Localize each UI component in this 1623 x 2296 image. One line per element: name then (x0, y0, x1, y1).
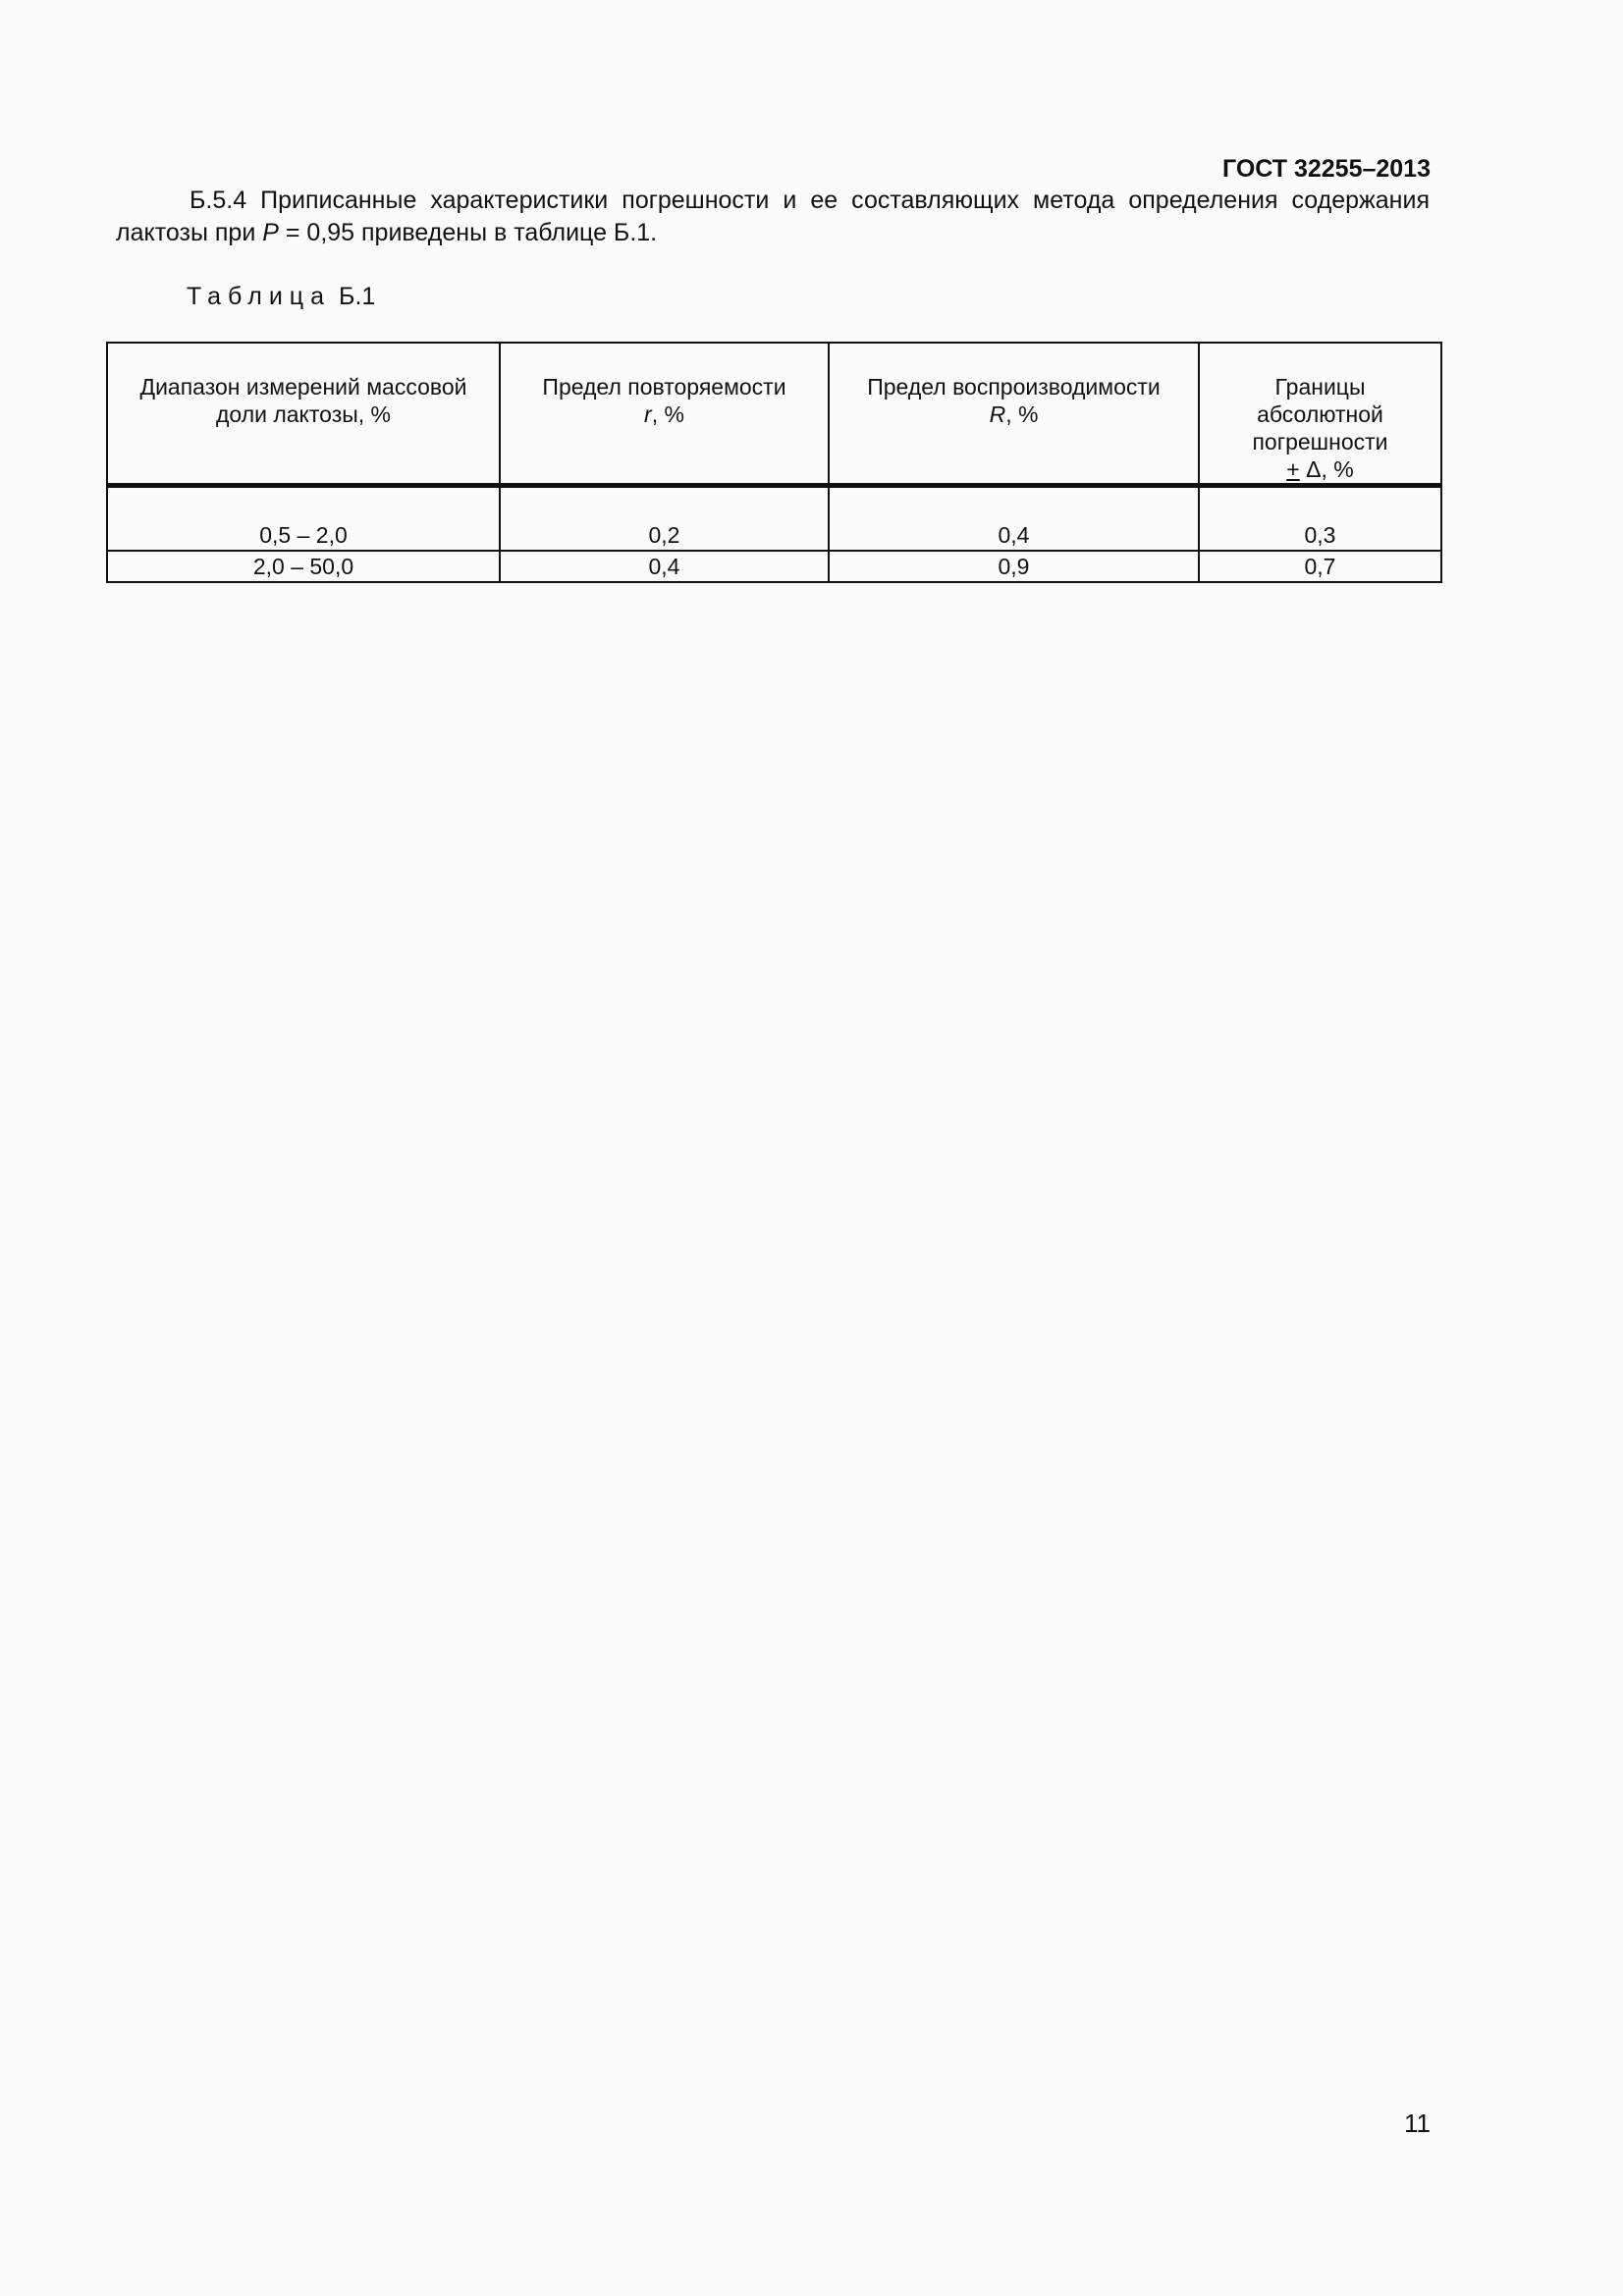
column-header-error-bounds (1199, 343, 1441, 486)
table-row (107, 551, 1441, 582)
table-cell-reproducibility: 0,4 (829, 486, 1199, 552)
paragraph-text-end: = 0,95 приведены в таблице Б.1. (278, 219, 658, 246)
paragraph-b-5-4 (116, 185, 1430, 249)
error-bounds-unit: , % (1321, 456, 1354, 482)
table-caption-number: Б.1 (339, 283, 376, 310)
column-header-range (107, 343, 500, 486)
table-cell-repeatability: 0,4 (500, 551, 829, 582)
table-cell-range: 2,0 – 50,0 (107, 551, 500, 582)
page-number: 11 (1404, 2109, 1431, 2138)
plus-minus-sign: + (1286, 456, 1300, 482)
probability-symbol: P (262, 219, 279, 246)
repeatability-symbol: r (644, 401, 652, 427)
table-cell-range: 0,5 – 2,0 (107, 486, 500, 552)
table-caption-label: Таблица (187, 283, 332, 310)
table-cell-error-bounds: 0,7 (1199, 551, 1441, 582)
repeatability-unit: , % (651, 401, 684, 427)
table-cell-error-bounds: 0,3 (1199, 486, 1441, 552)
column-header-repeatability-title: Предел повторяемости (542, 374, 786, 400)
column-header-reproducibility (829, 343, 1199, 486)
table-caption (187, 283, 375, 311)
column-header-reproducibility-title: Предел воспроизводимости (867, 374, 1161, 400)
delta-symbol: Δ (1299, 456, 1322, 482)
table-cell-repeatability: 0,2 (500, 486, 829, 552)
paragraph-text-start: Б.5.4 Приписанные характеристики погрешности и ее составляющих метода определения содержания лактозы при (116, 187, 1430, 246)
table-header-row (107, 343, 1441, 486)
column-header-repeatability (500, 343, 829, 486)
table-cell-reproducibility: 0,9 (829, 551, 1199, 582)
reproducibility-symbol: R (989, 401, 1006, 427)
column-header-range-title: Диапазон измерений массовой доли лактозы, % (139, 374, 467, 427)
column-header-error-bounds-title: Границы абсолютной погрешности (1252, 374, 1388, 454)
reproducibility-unit: , % (1005, 401, 1039, 427)
document-id: ГОСТ 32255–2013 (1222, 155, 1431, 183)
error-characteristics-table (106, 342, 1442, 583)
table-row (107, 486, 1441, 552)
